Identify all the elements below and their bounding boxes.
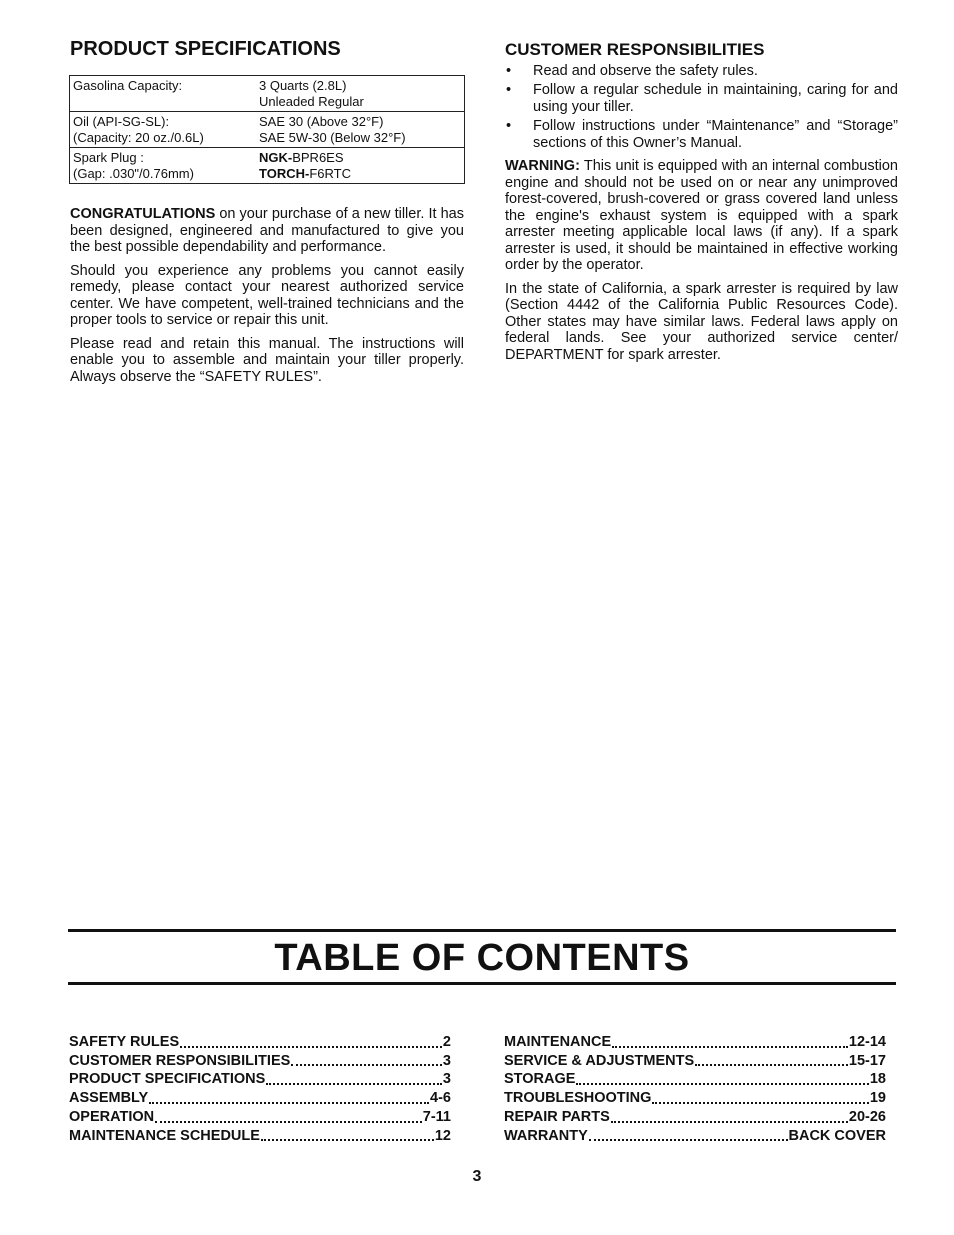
toc-entry-page: 4-6 [430, 1090, 451, 1107]
toc-entry[interactable] [504, 1127, 886, 1146]
toc-leader [291, 1064, 442, 1066]
toc-leader [611, 1121, 848, 1123]
spec-value-line: 3 Quarts (2.8L) [259, 78, 347, 93]
toc-entry-label: REPAIR PARTS [504, 1108, 610, 1125]
toc-entry[interactable] [69, 1070, 451, 1089]
toc-entry-label: MAINTENANCE [504, 1034, 612, 1050]
spec-label [70, 148, 257, 184]
toc-entry-label: SAFETY RULES [69, 1034, 180, 1050]
list-item [505, 82, 898, 116]
spec-value-line: SAE 5W-30 (Below 32°F) [259, 129, 406, 145]
toc-entry[interactable] [69, 1108, 451, 1127]
bullet-icon: • [506, 118, 512, 134]
toc-entry-page: 3 [442, 1052, 451, 1069]
spec-label-line: (Capacity: 20 oz./0.6L) [73, 129, 204, 145]
toc-entry-page: 20-26 [848, 1108, 886, 1125]
toc-entry[interactable] [69, 1052, 451, 1071]
right-column [505, 40, 898, 370]
toc-entry-page: 12 [434, 1127, 451, 1144]
table-row [70, 112, 465, 148]
toc-entry-page: 7-11 [422, 1108, 451, 1125]
congratulations-text: on your purchase of a new tiller. It has been designed, engineered and manufactured to give you the best possible dependability and performance. [70, 206, 464, 255]
spark-plug-brand: TORCH- [259, 165, 310, 181]
spec-value-line [259, 166, 461, 182]
toc-leader [155, 1121, 422, 1123]
spec-value-line: SAE 30 (Above 32°F) [259, 114, 384, 129]
toc-entry-page: BACK COVER [788, 1127, 886, 1144]
bullet-icon: • [506, 82, 512, 98]
toc-entry-page: 12-14 [848, 1034, 886, 1050]
toc-entry[interactable] [504, 1089, 886, 1108]
toc-entry[interactable] [69, 1033, 451, 1052]
toc-entry-label: MAINTENANCE SCHEDULE [69, 1127, 260, 1144]
california-paragraph: In the state of California, a spark arrester is required by law (Section 4442 of the California Public Resources Code). Other states may have similar laws. Federal laws apply on federal lands. See your authorized service center/ DEPARTMENT for spark arrester. [505, 280, 898, 363]
specifications-table [69, 75, 465, 184]
toc-leader [652, 1102, 868, 1104]
toc-entry[interactable] [504, 1033, 886, 1052]
toc-entry-page: 19 [869, 1090, 886, 1107]
toc-entry-label: OPERATION [69, 1108, 155, 1125]
spec-value-line [259, 150, 461, 166]
warning-lead: WARNING: [505, 158, 580, 174]
toc-leader [149, 1102, 429, 1104]
congratulations-paragraph [70, 206, 464, 256]
spark-plug-brand: NGK- [259, 150, 293, 165]
spec-label-line: Oil (API-SG-SL): [73, 114, 170, 129]
toc-entry-label: TROUBLESHOOTING [504, 1090, 652, 1107]
left-column [70, 38, 464, 392]
responsibilities-list [505, 63, 898, 152]
toc-entry[interactable] [504, 1108, 886, 1127]
bullet-icon: • [506, 63, 512, 79]
table-row [70, 148, 465, 184]
toc-leader [266, 1083, 442, 1085]
spec-label [70, 76, 257, 112]
spec-value [256, 112, 465, 148]
spark-plug-part: F6RTC [309, 165, 351, 181]
spec-value [256, 76, 465, 112]
toc-title: TABLE OF CONTENTS [274, 937, 690, 979]
toc-entry[interactable] [504, 1070, 886, 1089]
toc-entry-page: 18 [869, 1071, 886, 1088]
spark-plug-part: BPR6ES [292, 150, 344, 165]
toc-entry-label: CUSTOMER RESPONSIBILITIES [69, 1052, 291, 1069]
congratulations-lead: CONGRATULATIONS [70, 206, 216, 222]
list-item-text: Follow a regular schedule in maintaining, caring for and using your tiller. [533, 82, 898, 115]
toc-entry-label: PRODUCT SPECIFICATIONS [69, 1071, 266, 1088]
spec-label-line: (Gap: .030"/0.76mm) [73, 165, 194, 181]
toc-entry-label: SERVICE & ADJUSTMENTS [504, 1052, 695, 1069]
spec-value-line: Unleaded Regular [259, 93, 364, 109]
problems-paragraph: Should you experience any problems you cannot easily remedy, please contact your nearest authorized service center. We have competent, well-trained technicians and the proper tools to service or repair this unit. [70, 262, 464, 328]
toc-entry-page: 15-17 [848, 1052, 886, 1069]
toc-entry-label: WARRANTY [504, 1127, 588, 1144]
list-item [505, 63, 898, 80]
toc-leader [695, 1064, 848, 1066]
toc-entry-label: STORAGE [504, 1071, 576, 1088]
retain-paragraph: Please read and retain this manual. The instructions will enable you to assemble and maintain your tiller properly. Always observe the “SAFETY RULES”. [70, 335, 464, 385]
toc-entry[interactable] [504, 1052, 886, 1071]
toc-right-column [504, 1033, 886, 1145]
intro-text [70, 206, 464, 385]
page-number: 3 [472, 1168, 482, 1185]
toc-entry-label: ASSEMBLY [69, 1090, 149, 1107]
warning-paragraph [505, 158, 898, 274]
toc-leader [576, 1083, 868, 1085]
toc-left-column [69, 1033, 451, 1145]
toc-leader [180, 1046, 442, 1048]
toc-entry-page: 2 [442, 1034, 451, 1050]
spec-label-line: Spark Plug : [73, 150, 144, 165]
table-row [70, 76, 465, 112]
product-specifications-heading: PRODUCT SPECIFICATIONS [70, 38, 341, 60]
list-item-text: Read and observe the safety rules. [533, 63, 758, 79]
customer-responsibilities-heading: CUSTOMER RESPONSIBILITIES [505, 40, 765, 59]
spec-label [70, 112, 257, 148]
toc-entry-page: 3 [442, 1071, 451, 1088]
toc-leader [612, 1046, 848, 1048]
toc-top-rule [68, 929, 896, 932]
toc-entry[interactable] [69, 1089, 451, 1108]
spec-value [256, 148, 465, 184]
list-item [505, 118, 898, 152]
toc-bottom-rule [68, 982, 896, 985]
toc-entry[interactable] [69, 1127, 451, 1146]
list-item-text: Follow instructions under “Maintenance” and “Storage” sections of this Owner’s Manual. [533, 118, 898, 151]
spec-label-line: Gasolina Capacity: [73, 78, 183, 93]
warning-text: This unit is equipped with an internal combustion engine and should not be used on or near any unimproved forest-covered, brush-covered or grass covered land unless the engine's exhaust system is equipped with a spark arrester meeting applicable local laws (if any). If a spark arrester is used, it should be maintained in effective working order by the operator. [505, 158, 898, 273]
toc-leader [589, 1139, 788, 1141]
toc-leader [261, 1139, 434, 1141]
